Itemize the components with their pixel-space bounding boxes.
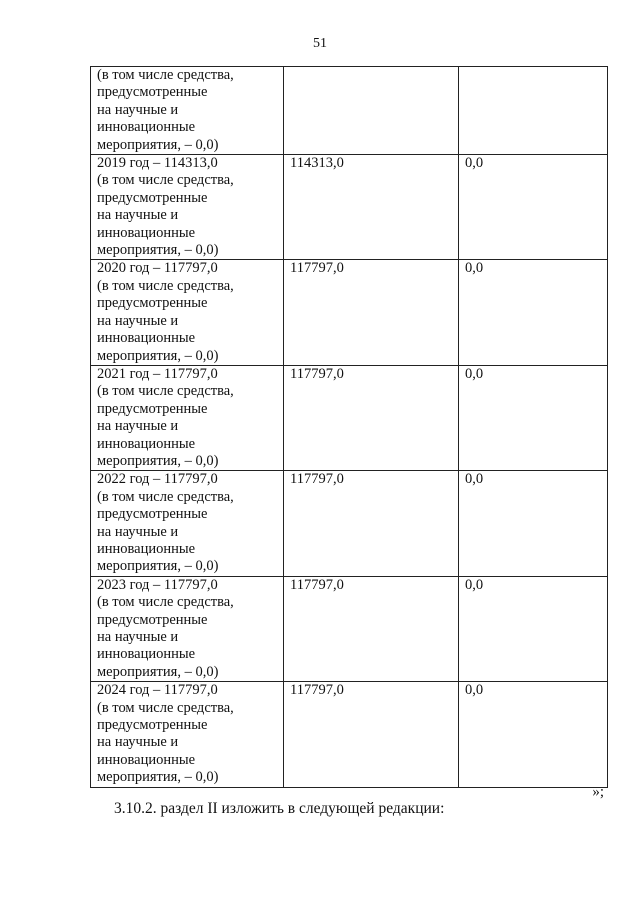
cell-line: на научные и	[97, 523, 179, 540]
cell-line: инновационные	[97, 646, 196, 663]
cell-line: 2021 год – 117797,0	[97, 365, 218, 382]
cell-line: (в том числе средства,	[97, 383, 234, 400]
cell-line: предусмотренные	[97, 189, 208, 206]
cell-line: (в том числе средства,	[97, 699, 234, 716]
cell-line: инновационные	[97, 224, 196, 241]
cell-line: 2020 год – 117797,0	[97, 260, 218, 277]
cell-line: предусмотренные	[97, 506, 208, 523]
table-row	[91, 365, 608, 470]
cell-line: на научные и	[97, 207, 179, 224]
continuation-cell-description	[91, 67, 284, 155]
cell-description	[91, 155, 284, 260]
cell-line: мероприятия, – 0,0)	[97, 242, 219, 259]
cell-line: на научные и	[97, 418, 179, 435]
cell-line: предусмотренные	[97, 84, 208, 101]
closing-quote-mark: »;	[592, 784, 604, 800]
cell-line: 2019 год – 114313,0	[97, 155, 218, 172]
cell-line: предусмотренные	[97, 295, 208, 312]
cell-amount: 117797,0	[284, 365, 459, 470]
cell-line: мероприятия, – 0,0)	[97, 769, 219, 786]
continuation-cell-innovation	[459, 67, 608, 155]
cell-description	[91, 471, 284, 576]
cell-line: 2022 год – 117797,0	[97, 471, 218, 488]
cell-line: инновационные	[97, 330, 196, 347]
cell-line: мероприятия, – 0,0)	[97, 136, 219, 153]
cell-line: инновационные	[97, 540, 196, 557]
page-number: 51	[313, 36, 327, 51]
cell-innovation-amount: 0,0	[459, 365, 608, 470]
cell-amount: 117797,0	[284, 576, 459, 681]
cell-description	[91, 365, 284, 470]
cell-line: инновационные	[97, 435, 196, 452]
budget-table-body	[91, 67, 608, 788]
cell-innovation-amount: 0,0	[459, 471, 608, 576]
cell-line: (в том числе средства,	[97, 172, 234, 189]
cell-description	[91, 576, 284, 681]
cell-description	[91, 260, 284, 365]
cell-innovation-amount: 0,0	[459, 260, 608, 365]
cell-line: мероприятия, – 0,0)	[97, 558, 219, 575]
cell-line: (в том числе средства,	[97, 277, 234, 294]
cell-line: (в том числе средства,	[97, 67, 234, 83]
cell-line: предусмотренные	[97, 400, 208, 417]
continuation-cell-amount	[284, 67, 459, 155]
cell-description	[91, 682, 284, 787]
cell-line: 2024 год – 117797,0	[97, 682, 218, 699]
cell-line: мероприятия, – 0,0)	[97, 347, 219, 364]
cell-line: на научные и	[97, 629, 179, 645]
cell-line: инновационные	[97, 751, 196, 768]
table-row	[91, 576, 608, 681]
cell-line: на научные и	[97, 312, 179, 329]
cell-amount: 117797,0	[284, 471, 459, 576]
cell-line: инновационные	[97, 119, 196, 136]
cell-line: (в том числе средства,	[97, 594, 234, 611]
cell-innovation-amount: 0,0	[459, 576, 608, 681]
cell-line: мероприятия, – 0,0)	[97, 452, 219, 469]
cell-amount: 114313,0	[284, 155, 459, 260]
table-row	[91, 471, 608, 576]
table-row	[91, 155, 608, 260]
cell-line: на научные и	[97, 101, 179, 118]
cell-line: 2023 год – 117797,0	[97, 576, 218, 593]
cell-line: мероприятия, – 0,0)	[97, 663, 219, 680]
cell-innovation-amount: 0,0	[459, 155, 608, 260]
table-row	[91, 260, 608, 365]
cell-amount: 117797,0	[284, 682, 459, 787]
cell-amount: 117797,0	[284, 260, 459, 365]
cell-innovation-amount: 0,0	[459, 682, 608, 787]
table-row	[91, 682, 608, 787]
cell-line: предусмотренные	[97, 611, 208, 628]
table-row-continuation	[91, 67, 608, 155]
cell-line: на научные и	[97, 734, 179, 751]
cell-line: предусмотренные	[97, 717, 208, 734]
section-instruction: 3.10.2. раздел II изложить в следующей редакции:	[114, 800, 445, 817]
cell-line: (в том числе средства,	[97, 488, 234, 505]
budget-table	[90, 66, 608, 788]
